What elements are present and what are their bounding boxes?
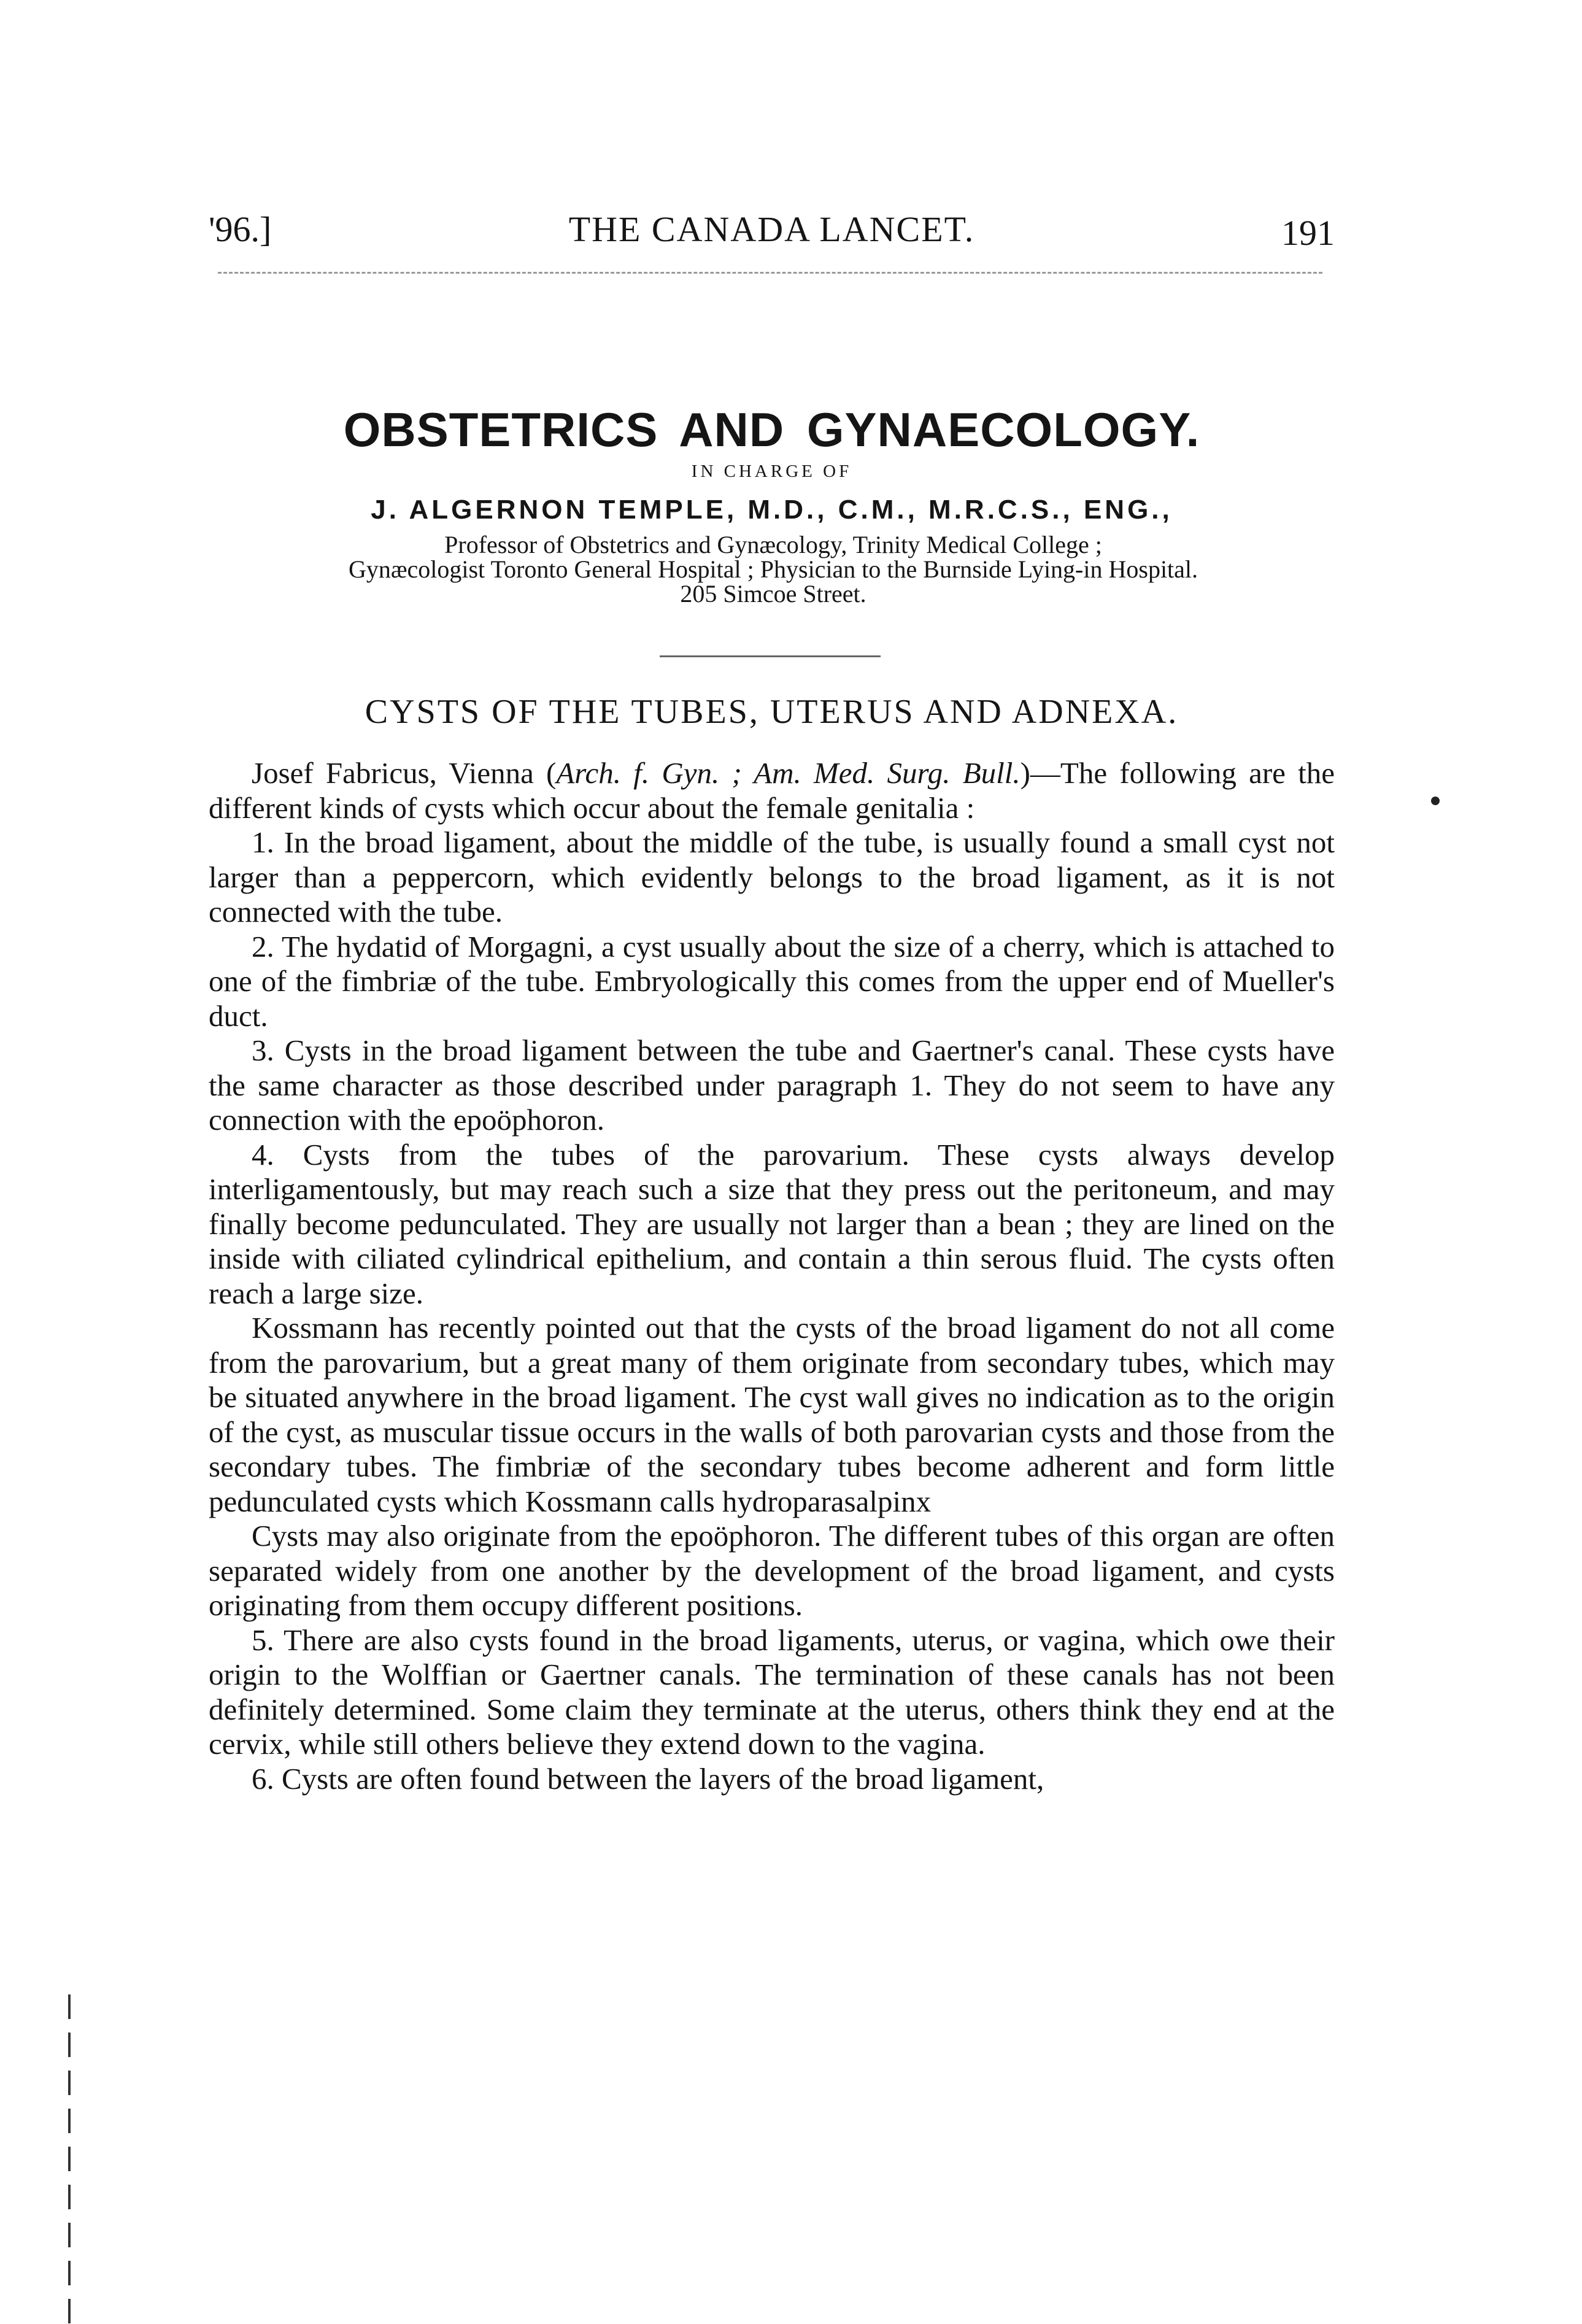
body-paragraph: 3. Cysts in the broad ligament between the tube and Gaertner's canal. These cysts have the same character as those described under paragraph 1. They do not seem to have any connection with the epoöphoron. [209,1033,1335,1137]
body-paragraph: 1. In the broad ligament, about the middle of the tube, is usually found a small cyst not larger than a peppercorn, which evidently belongs to the broad ligament, as it is not connected with the tube. [209,825,1335,928]
intro-paragraph [209,756,1335,825]
issue-marker: '96.] [209,209,272,249]
body-paragraph: Cysts may also originate from the epoöphoron. The different tubes of this organ are often separated widely from one another by the development of the broad ligament, and cysts originating from them occupy different positions. [209,1519,1335,1622]
editor-name: J. ALGERNON TEMPLE, M.D., C.M., M.R.C.S., ENG., [371,495,1173,525]
page-number: 191 [1281,213,1335,253]
in-charge-label: IN CHARGE OF [691,461,852,481]
body-paragraph: 4. Cysts from the tubes of the parovarium. These cysts always develop interligamentously, but may reach such a size that they press out the peritoneum, and may finally become pedunculated. They are usually not larger than a bean ; they are lined on the inside with ciliated cylindrical epithelium, and contain a thin serous fluid. The cysts often reach a large size. [209,1137,1335,1310]
citation: Arch. f. Gyn. ; Am. Med. Surg. Bull. [556,756,1021,790]
article-body [209,756,1335,1796]
margin-speck [1431,797,1440,805]
intro-rest: )—The following are the different kinds of cysts which occur about the female genitalia : [209,756,1335,825]
journal-title: THE CANADA LANCET. [568,209,975,249]
body-paragraph: 5. There are also cysts found in the broad ligaments, uterus, or vagina, which owe their origin to the Wolffian or Gaertner canals. The termination of these canals has not been definitely determined. Some claim they terminate at the uterus, others think they end at the cervix, while still others believe they extend down to the vagina. [209,1623,1335,1761]
binding-edge [68,1994,71,2324]
header-rule [218,272,1322,274]
section-divider [660,655,881,657]
affiliation-line: Gynæcologist Toronto General Hospital ; Physician to the Burnside Lying-in Hospital. [348,555,1198,583]
section-title: OBSTETRICS AND GYNAECOLOGY. [343,403,1200,457]
body-paragraph: 6. Cysts are often found between the layers of the broad ligament, [252,1761,1044,1796]
running-header [209,209,1335,258]
affiliation-line: Professor of Obstetrics and Gynæcology, Trinity Medical College ; [444,531,1102,558]
affiliation-line: 205 Simcoe Street. [680,580,866,608]
article-title: CYSTS OF THE TUBES, UTERUS AND ADNEXA. [365,693,1179,731]
intro-lead: Josef Fabricus, Vienna ( [252,756,557,790]
body-paragraph: 2. The hydatid of Morgagni, a cyst usually about the size of a cherry, which is attached to one of the fimbriæ of the tube. Embryologically this comes from the upper end of Mueller's duct. [209,929,1335,1033]
editor-affiliation [199,533,1347,606]
body-paragraph: Kossmann has recently pointed out that the cysts of the broad ligament do not all come from the parovarium, but a great many of them originate from secondary tubes, which may be situated anywhere in the broad ligament. The cyst wall gives no indication as to the origin of the cyst, as muscular tissue occurs in the walls of both parovarian cysts and those from the secondary tubes. The fimbriæ of the secondary tubes become adherent and form little pedunculated cysts which Kossmann calls hydroparasalpinx [209,1311,1335,1518]
